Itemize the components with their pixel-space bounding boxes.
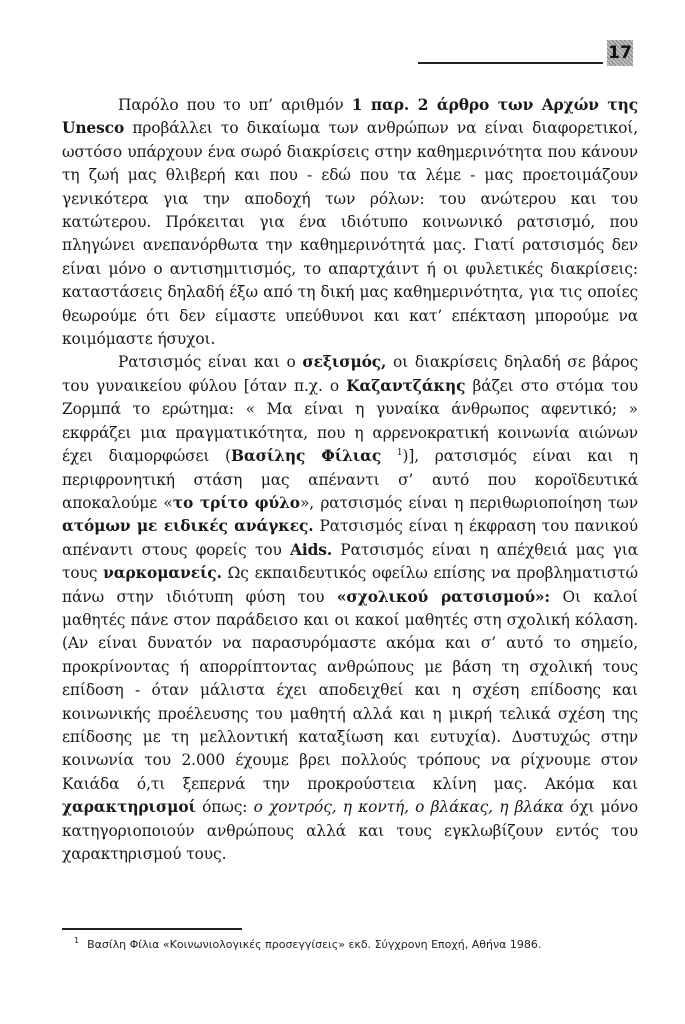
footnote-text: Βασίλη Φίλια «Κοινωνιολογικές προσεγγίσεις» εκδ. Σύγχρονη Εποχή, Αθήνα 1986. xyxy=(87,938,542,951)
bold-run: ατόμων με ειδικές ανάγκες. xyxy=(62,517,314,536)
italic-run: ο χοντρός, η κοντή, ο βλάκας, η βλάκα xyxy=(253,798,564,817)
bold-run: «σχολικού ρατσισμού»: xyxy=(336,587,551,606)
text-run: προβάλλει το δικαίωμα των ανθρώπων να είναι διαφορετικοί, ωστόσο υπάρχουν ένα σωρό διακρίσεις στην καθημερινότητα που κάνουν τη ζωή μας θλιβερή και που - εδώ που τα λέμε - μας προετοιμάζουν γενικότερα για την αποδοχή των ρόλων: του ανώτερου και του κατώτερου. Πρόκειται για ένα ιδιότυπο κοινωνικό ρατσισμό, που πληγώνει ανεπανόρθωτα την καθημερινότητά μας. Γιατί ρατσισμός δεν είναι μόνο ο αντισημιτισμός, το απαρτχάιντ ή οι φυλετικές διακρίσεις: καταστάσεις δηλαδή έξω από τη δική μας καθημερινότητα, για τις οποίες θεωρούμε ότι δεν είμαστε υπεύθυνοι και κατ’ επέκταση μπορούμε να κοιμόμαστε ήσυχοι. xyxy=(62,119,638,349)
text-run: )], ρατσισμός είναι και η περιφρονητική στάση μας απέναντι σ’ αυτό που κοροϊδευτικά αποκαλούμε « xyxy=(62,447,638,512)
footnote xyxy=(62,938,642,951)
text-run: όπως: xyxy=(195,798,254,817)
bold-run: 1 παρ. 2 άρθρο των Αρχών της Unesco xyxy=(62,96,638,138)
header-rule xyxy=(418,62,603,64)
text-run: Ρατσισμός είναι και ο xyxy=(118,353,303,372)
bold-run: το τρίτο φύλο xyxy=(172,493,300,512)
page-number: 17 xyxy=(607,40,633,66)
bold-run: Aids. xyxy=(290,540,333,559)
text-run: Ρατσισμός είναι η απέχθειά μας για τους xyxy=(62,540,638,583)
text-run: », ρατσισμός είναι η περιθωριοποίηση των xyxy=(299,493,639,512)
bold-run: Βασίλης Φίλιας xyxy=(230,447,382,466)
text-run: οι διακρίσεις δηλαδή σε βάρος του γυναικείου φύλου [όταν π.χ. ο xyxy=(62,353,638,395)
footnote-rule xyxy=(62,928,242,930)
bold-run: Καζαντζάκης xyxy=(346,376,466,395)
bold-run: χαρακτηρισμοί xyxy=(62,798,196,817)
text-run: βάζει στο στόμα του Ζορμπά το ερώτημα: « Μα είναι η γυναίκα άνθρωπος αφεντικό; » εκφράζει μια πραγματικότητα, που η αρρενοκρατική κοινωνία αιώνων έχει διαμορφώσει ( xyxy=(62,376,638,466)
footnote-number: 1 xyxy=(74,936,80,946)
text-run: Ως εκπαιδευτικός οφείλω επίσης να προβληματιστώ πάνω στην ιδιότυπη φύση του xyxy=(62,564,638,606)
text-run: όχι μόνο κατηγοριοποιούν ανθρώπους αλλά και τους εγκλωβίζουν εντός του χαρακτηρισμού τους. xyxy=(62,798,638,863)
paragraph-1 xyxy=(62,94,638,351)
footnote-ref[interactable]: 1 xyxy=(396,447,403,458)
bold-run: σεξισμός, xyxy=(302,353,387,372)
body-text xyxy=(62,94,638,866)
text-run: Οι καλοί μαθητές πάνε στον παράδεισο και οι κακοί μαθητές στη σχολική κόλαση. (Αν είναι δυνατόν να παρασυρόμαστε ακόμα και σ’ αυτό το σημείο, προκρίνοντας ή απορρίπτοντας ανθρώπους με βάση τη σχολική τους επίδοση - όταν μάλιστα έχει αποδειχθεί και η σχέση επίδοσης και κοινωνικής προέλευσης του μαθητή αλλά και η μικρή τελικά σχέση της επίδοσης με τη μελλοντική καταξίωση και ευτυχία). Δυστυχώς στην κοινωνία του 2.000 έχουμε βρει πολλούς τρόπους να ρίχνουμε στον Καιάδα ό,τι ξεπερνά την προκρούστεια κλίνη μας. Ακόμα και xyxy=(62,587,638,793)
page-header xyxy=(0,40,633,66)
paragraph-2 xyxy=(62,351,638,866)
text-run: Παρόλο που το υπ’ αριθμόν xyxy=(118,96,352,114)
bold-run: ναρκομανείς. xyxy=(103,564,222,583)
text-run: Ρατσισμός είναι η έκφραση του πανικού απέναντι στους φορείς του xyxy=(62,517,638,559)
